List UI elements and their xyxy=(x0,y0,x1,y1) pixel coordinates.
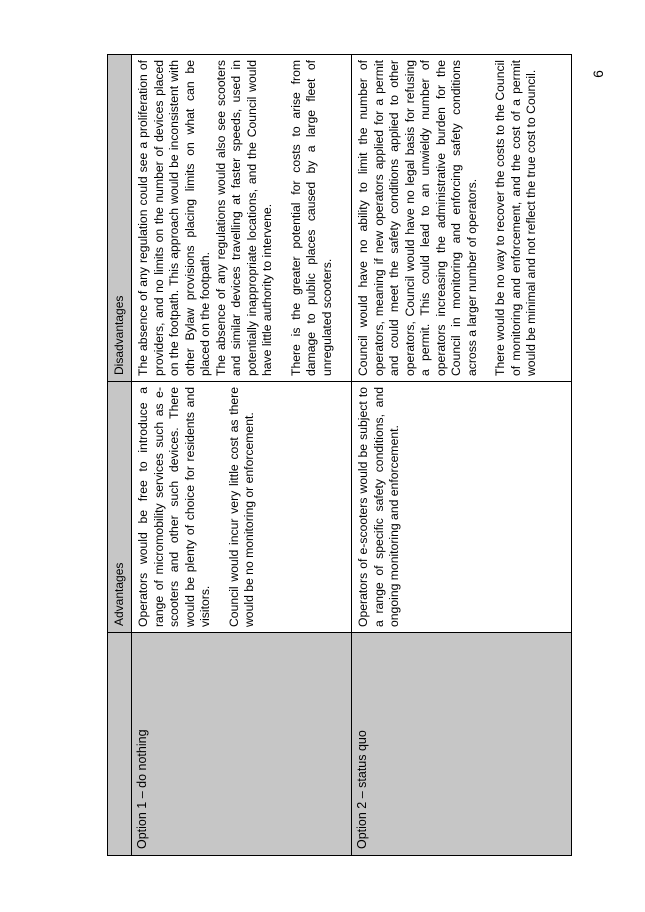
option-1-label: Option 1 – do nothing xyxy=(132,633,352,855)
option-1-disadvantage-1: The absence of any regulation could see a proliferation of providers, and no limits on the number of devices placed on the footpath. This approach would be inconsistent with other Bylaw provisions placing limits on what can be placed on the footpath. xyxy=(136,60,212,376)
advantages-header: Advantages xyxy=(108,382,132,632)
option-column xyxy=(108,633,571,855)
option-2-disadvantage-1: Council would have no ability to limit the number of operators, meaning if new operators applied for a permit and could meet the safety conditions applied to other operators, Council would have no legal basis for refusing a permit. This could lead to an unwieldy number of operators increasing the administrative burden for the Council in monitoring and enforcing safety conditions across a larger number of operators. xyxy=(356,60,479,376)
option-1-advantage-2: Council would incur very little cost as there would be no monitoring or enforcement. xyxy=(226,387,256,627)
option-2-advantage-1: Operators of e-scooters would be subject to a range of specific safety conditions, and ongoing monitoring and enforcement. xyxy=(356,387,401,627)
option-1-advantages xyxy=(132,382,352,632)
option-header xyxy=(108,633,132,855)
options-table xyxy=(107,54,572,856)
advantages-column xyxy=(108,382,571,633)
page-number: 6 xyxy=(589,70,606,78)
option-1-disadvantage-2: The absence of any regulations would also see scooters and similar devices travelling at faster speeds, used in potentially inappropriate locations, and the Council would have little authority to intervene. xyxy=(213,60,274,376)
option-1-disadvantage-3: There is the greater potential for costs to arise from damage to public places caused by a large fleet of unregulated scooters. xyxy=(288,60,334,376)
option-2-disadvantages xyxy=(352,55,571,381)
disadvantages-column xyxy=(108,55,571,382)
option-2-disadvantage-2: There would be no way to recover the costs to the Council of monitoring and enforcement, and the cost of a permit would be minimal and not reflect the true cost to Council. xyxy=(493,60,538,376)
option-1-advantage-1: Operators would be free to introduce a range of micromobility services such as e-scooters and other such devices. There would be plenty of choice for residents and visitors. xyxy=(136,387,212,627)
option-1-disadvantages xyxy=(132,55,352,381)
option-2-advantages xyxy=(352,382,571,632)
option-2-label: Option 2 – status quo xyxy=(352,633,571,855)
disadvantages-header: Disadvantages xyxy=(108,55,132,381)
